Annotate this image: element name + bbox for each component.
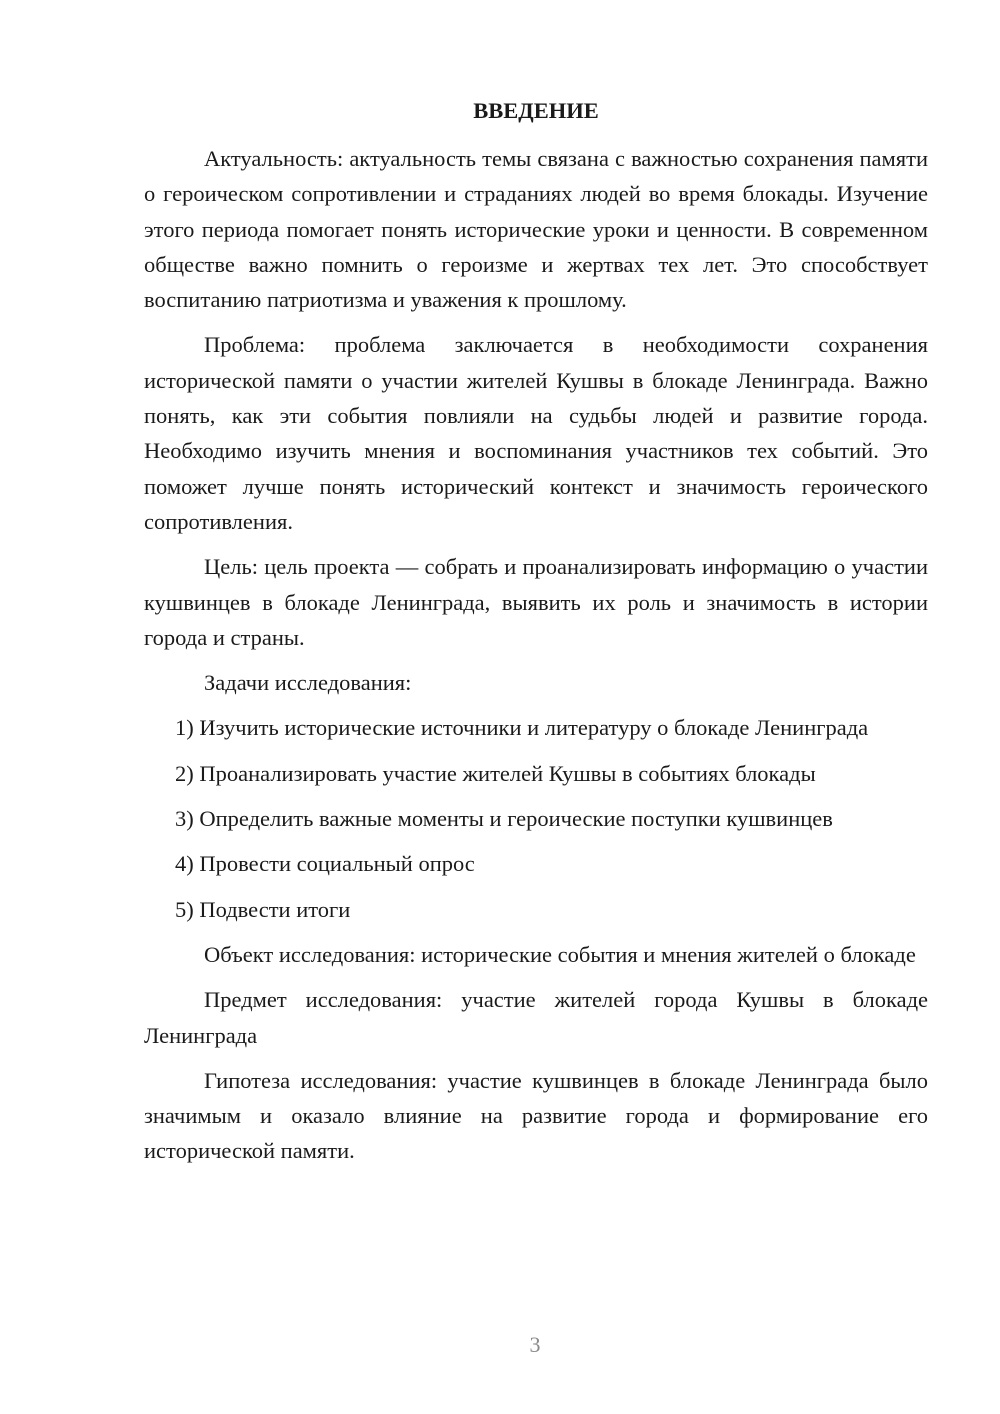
goal-paragraph: Цель: цель проекта — собрать и проанализировать информацию о участии кушвинцев в блокаде Ленинграда, выявить их роль и значимость в истории города и страны. (144, 554, 928, 650)
task-item-4: 4) Провести социальный опрос (175, 851, 475, 877)
object-paragraph: Объект исследования: исторические события и мнения жителей о блокаде (204, 941, 916, 967)
hypothesis-paragraph: Гипотеза исследования: участие кушвинцев в блокаде Ленинграда было значимым и оказало влияние на развитие города и формирование его исторической памяти. (144, 1067, 928, 1164)
task-item-2: 2) Проанализировать участие жителей Кушвы в событиях блокады (175, 760, 816, 786)
section-heading: ВВЕДЕНИЕ (473, 98, 599, 123)
tasks-title: Задачи исследования: (204, 670, 412, 696)
task-item-3: 3) Определить важные моменты и героические поступки кушвинцев (175, 806, 833, 832)
document-page (144, 96, 928, 1179)
subject-paragraph: Предмет исследования: участие жителей города Кушвы в блокаде Ленинграда (144, 987, 928, 1048)
problem-paragraph: Проблема: проблема заключается в необходимости сохранения исторической памяти о участии жителей Кушвы в блокаде Ленинграда. Важно понять, как эти события повлияли на судьбы людей и развитие города. Необходимо изучить мнения и воспоминания участников тех событий. Это поможет лучше понять исторический контекст и значимость героического сопротивления. (144, 332, 928, 534)
relevance-paragraph: Актуальность: актуальность темы связана с важностью сохранения памяти о героическом сопротивлении и страданиях людей во время блокады. Изучение этого периода помогает понять исторические уроки и ценности. В современном обществе важно помнить о героизме и жертвах тех лет. Это способствует воспитанию патриотизма и уважения к прошлому. (144, 146, 928, 313)
task-item-1: 1) Изучить исторические источники и литературу о блокаде Ленинграда (175, 715, 869, 741)
tasks-list (144, 710, 928, 926)
task-item-5: 5) Подвести итоги (175, 896, 351, 922)
page-number: 3 (529, 1332, 541, 1357)
